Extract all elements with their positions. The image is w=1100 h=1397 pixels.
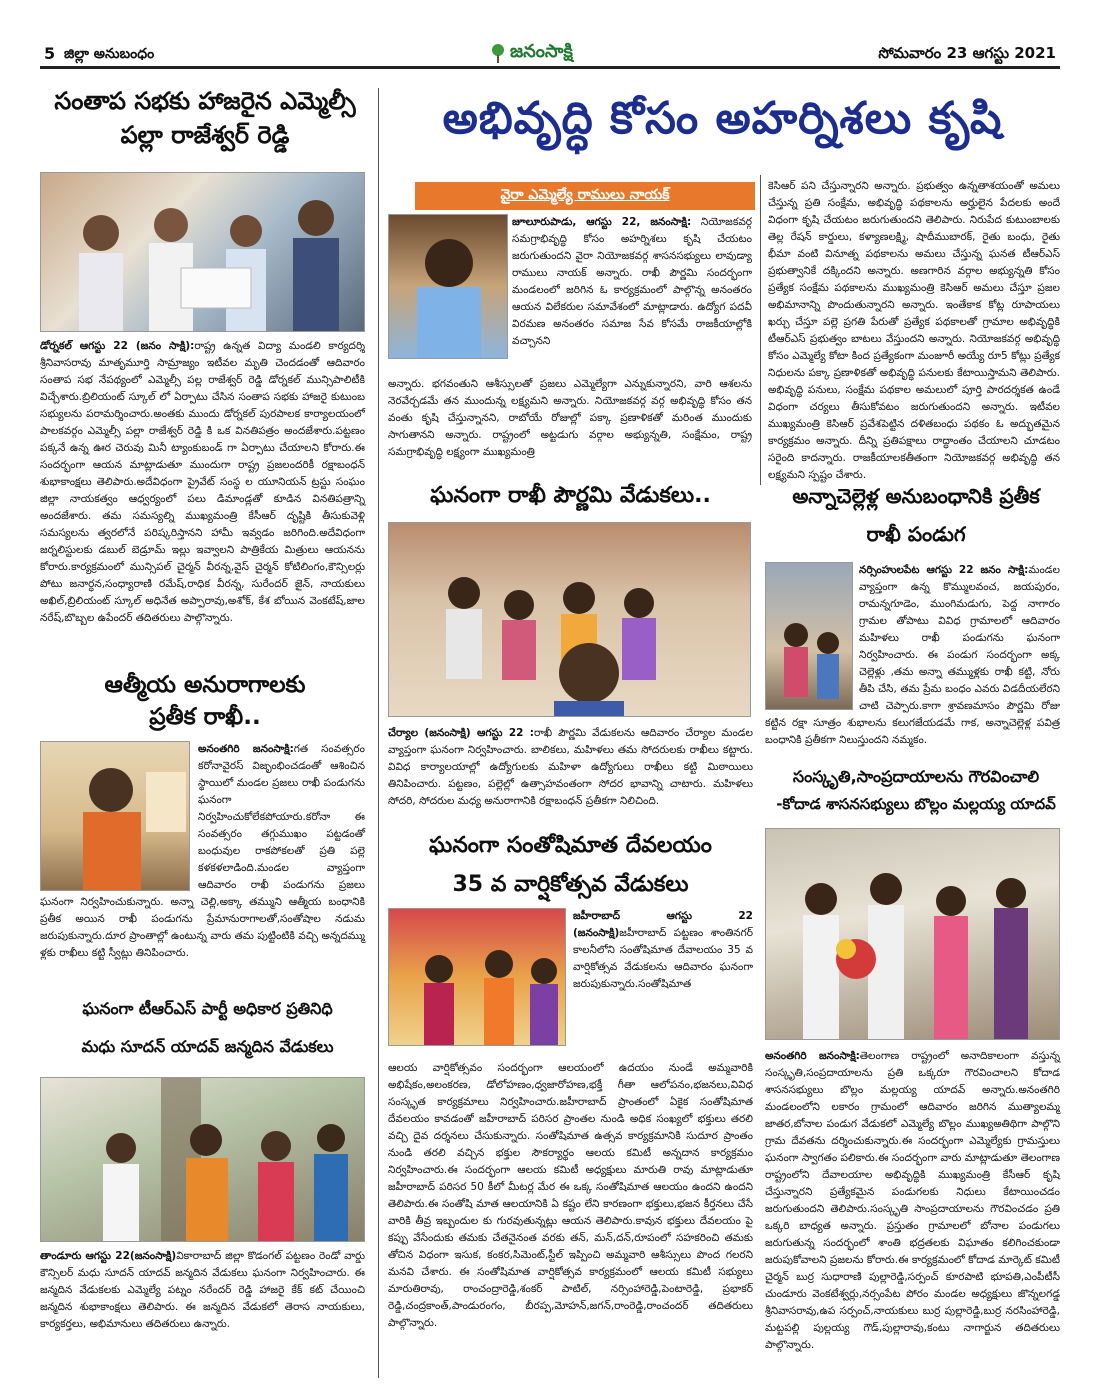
story-text: జహీరాబాద్ పట్టణం శాంతినగర్ కాలనీలోని సంతోషిమాత దేవాలయం 35 వ వార్షికోత్సవ వేడుకలను ఆదివారం ఘనంగా జరుపుకున్నారు.సంతోషిమాత [573, 927, 753, 990]
story-headline: సంతాప సభకు హాజరైన ఎమ్మెల్సీ [54, 87, 356, 115]
story-subheadline: రాఖీ పండుగ [866, 522, 966, 546]
main-headline: అభివృద్ధి కోసం అహర్నిశలు కృషి [442, 93, 1003, 144]
story-headline: ఘనంగా సంతోషిమాత దేవలయం [429, 833, 712, 858]
story-subheadline: ప్రతీక రాఖీ.. [149, 704, 261, 730]
story-dateline: అనంతగిరి జనంసాక్షి: [198, 743, 294, 755]
story-headline: ఘనంగా టీఆర్ఎస్ పార్టీ అధికార ప్రతినిధి [82, 999, 333, 1018]
paper-name: జనంసాక్షి [510, 40, 573, 62]
issue-date: సోమవారం 23 ఆగస్టు 2021 [878, 44, 1056, 62]
story-subheadline: 35 వ వార్షికోత్సవ వేడుకలు [452, 872, 689, 897]
story-body [40, 1248, 365, 1333]
story-body [765, 1048, 1060, 1354]
story-body [388, 725, 753, 810]
story-subheadline: పల్లా రాజేశ్వర్ రెడ్డి [120, 121, 290, 149]
story-body [40, 741, 365, 962]
section-name: జిల్లా అనుబంధం [64, 46, 155, 62]
story-text: గత సంవత్సరం కరోనావైరస్ విజృంభించడంతో ఆశించిన స్థాయిలో మండల ప్రజలు రాఖీ పండుగను ఘనంగా నిర్వహించుకోలేకపోయారు.కరోనా ఈ సంవత్సరం తగ్గుముఖం పట్టడంతో బంధువుల రాకపోకలతో ప్రతి పల్లె కళకళలాడింది.మండల వ్యాప్తంగా ఆదివారం రాఖీ పండుగను ప్రజలు ఘనంగా నిర్వహించుకున్నారు. అన్నా చెల్లి,అక్కా తమ్ముని ఆత్మీయ బంధానికి ప్రతీక అయిన రాఖీ పండుగను ప్రేమానురాగాలతో,సంతోషాల నడుమ జరుపుకున్నారు.దూర ప్రాంతాల్లో ఉంటున్న వారు తమ పుట్టింటికి వచ్చి అన్నదమ్ము ళ్లకు రాఖీలు కట్టి స్వీట్లు తినిపించారు. [40, 743, 365, 959]
story-dateline: డోర్నకల్ ఆగస్టు 22 (జనం సాక్షి): [40, 340, 195, 352]
story-text: వికారాబాద్ జిల్లా కొడంగల్ పట్టణం రెండో వార్డు కౌన్సిలర్ మధు సూదన్ యాదవ్ జన్మదిన వేడుకలు ఘనంగా నిర్వహించారు. ఈ జన్మదిన వేడుకలకు ఎమ్మెల్యే పట్నం నరేందర్ రెడ్డి హాజరై కేక్ కట్ చేయించి జన్మదిన శుభాకాంక్షలు తెలిపారు. ఈ జన్మదిన వేడుకలో తెరాస నాయకులు, కార్యకర్తలు, అభిమానులు తదితరులు ఉన్నారు. [40, 1250, 366, 1330]
story-text: మండల వ్యాప్తంగా ఉన్న కొమ్ములవంచ, జయపురం, రామన్నగూడెం, ముంగిమడుగు, పెద్ద నాగారం గ్రామల తోపాటు వివిధ గ్రామాలలో ఆదివారం మహిళలు రాఖీ పండుగను ఘనంగా నిర్వహించారు. ఈ పండుగ సందర్భంగా అక్క చెల్లెళ్లు ,తమ అన్నా తమ్ముళ్లకు రాఖీ కట్టి, నోరు తీపి చేసి, తమ ప్రేమ బంధం ఎవరు విడదీయలేరని చాటి చెప్పారు.కాగా శ్రావణమాసం పౌర్ణమి రోజు కట్టిన రక్షా సూత్రం శుభాలను కలుగజేయడమే గాక, అన్నాచెల్లెళ్ల పవిత్ర బంధానికి ప్రతీకగా నిలుస్తుందని నమ్మకం. [765, 564, 1060, 746]
story-dateline: నర్సింహులపేట ఆగస్టు 22 జనం సాక్షి: [859, 564, 1029, 576]
story-text: తెలంగాణ రాష్ట్రంలో అనాదికాలంగా వస్తున్న సంస్కృతి,సంప్రదాయాలను ప్రతి ఒక్కరూ గౌరవించాలని కోదాడ శాసనసభ్యులు బొల్లం మల్లయ్య యాదవ్ అన్నారు.అనంతగిరి మండలంలోని లకారం గ్రామంలో ఆదివారం జరిగిన ముత్యాలమ్మ జాతర,బోనాల పండుగ వేడుకలో ఎమ్మెల్యే బొల్లం ముఖ్యఅతిథిగా పాల్గొని గ్రామ దేవతను దర్శించుకున్నారు.ఈ సందర్భంగా ఎమ్మెల్యేకు గ్రామస్తులు ఘనంగా స్వాగతం పలికారు.ఈ సందర్భంగా వారు మాట్లాడుతూ తెలంగాణ రాష్ట్రంలోని దేవాలయాల అభివృద్ధికి ముఖ్యమంత్రి కేసీఆర్ కృషి చేస్తున్నారని ప్రత్యేకమైన పండుగలకు నిధులు కేటాయించడం జరుగుతుందని తెలిపారు.సంస్కృతి సాంప్రదాయాలను గౌరవించడం ప్రతి ఒక్కరి బాధ్యత అన్నారు. ప్రస్తుతం గ్రామాలలో బోనాల పండుగలు జరుగుతున్న సందర్భంలో శాంతి భద్రతలకు విఘాతం కలిగించకుండా జరుపుకోవాలని ప్రజలను కోరారు.ఈ కార్యక్రమంలో కోదాడ మార్కెట్ కమిటీ చైర్మన్ బుర్ర సుధారాణి పుల్లారెడ్డి,సర్పంచ్ కూరపాటి భూపతి,ఎంపీటీసీ చుండూరు వెంకటేశ్వర్లు,నర్సంపేట పోరం మండల అధ్యక్షులు జొన్నలగడ్డ శ్రీనివాసరావు,ఉప సర్పంచ్,నాయకులు బుర్ర పుల్లారెడ్డి,బుర్ర నరసింహారెడ్డి, మట్టపల్లి పుల్లయ్య గౌడ్,పుల్లారావు,కంటు నాగార్జున తదితరులు పాల్గొన్నారు. [765, 1050, 1060, 1351]
story-photo [388, 522, 751, 717]
story-subheadline: -కోదాడ శాసనసభ్యులు బొల్లం మల్లయ్య యాదవ్ [776, 795, 1056, 813]
story-photo [40, 1077, 365, 1242]
story-headline: అన్నాచెల్లెళ్ల అనుబంధానికి ప్రతీక [792, 484, 1040, 508]
main-body-c: కెసిఆర్ పని చేస్తున్నారని అన్నారు. ప్రభుత్వం ఉన్నతాశయంతో అమలు చేస్తున్న ప్రతి సంక్షేమ, అభివృద్ధి పథకాలను అర్హులైన పేదలకు అందే విధంగా కృషి చేయటం జరుగుతుందని తెలిపారు. నిరుపేద కుటుంబాలకు తెల్ల రేషన్ కార్డులు, కళ్యాణలక్ష్మి, షాదీముబారక్, రైతు బంధు, రైతు భీమా వంటి వినూత్న పథకాలను అమలు చేస్తున్న ఘనత టీఆర్ఎస్ ప్రభుత్వానికే దక్కిందని అన్నారు. అణగారిన వర్గాల అభ్యున్నతి కోసం ప్రత్యేక సంక్షేమ పథకాలను ముఖ్యమంత్రి కెసిఆర్ అమలు చేస్తూ ప్రజల అభిమానాన్ని పొందుతున్నారని అన్నారు. ఇంతేకాక కోట్ల రూపాయలు ఖర్చు చేస్తూ పల్లె ప్రగతి పేరుతో ప్రత్యేక పథకాలతో గ్రామాల అభివృద్ధికి టీఆర్ఎస్ ప్రభుత్వం బాటలు వేస్తుందని అన్నారు. నియోజకవర్గ అభివృద్ధి కోసం ఎమ్మెల్యే కోటా కింద ప్రత్యేకంగా మంజూరీ అయ్యే రూ5 కోట్లు ప్రత్యేక నిధులను పక్కా ప్రణాళికతో అభివృద్ధి పనులకు కేటాయిస్తామని తెలిపారు. అభివృద్ధి పనులు, సంక్షేమ పథకాల అమలులో పూర్తి పారదర్శకత ఉండే విధంగా చర్యలు తీసుకోవటం జరుగుతుందని అన్నారు. ఇటీవల ముఖ్యమంత్రి కెసిఆర్ ప్రవేశపెట్టిన దళితబంధు పథకం ఓ అద్భుతమైన కార్యక్రమం అన్నారు. దీన్ని ప్రతిపక్షాలు రాద్ధాంతం చేయాలని చూడటం సరైంది కాదన్నారు. రాజకీయాలకతీతంగా నియోజకవర్గ అభివృద్ధి తన లక్ష్యమని స్పష్టం చేశారు. [768, 180, 1060, 481]
story-photo [765, 828, 1060, 1040]
story-dateline: జహీరాబాద్ ఆగస్టు 22 (జనంసాక్షి) [573, 910, 753, 939]
tree-icon [490, 43, 506, 63]
story-headline: ఘనంగా రాఖీ పౌర్ణమి వేడుకలు.. [430, 483, 711, 508]
story-dateline: చేర్యాల (జనంసాక్షి) ఆగస్టు 22 : [388, 727, 534, 739]
story-photo [388, 908, 566, 1046]
story-headline: సంస్కృతి,సాంప్రదాయాలను గౌరవించాలి [792, 767, 1040, 786]
story-body-b: ఆలయ వార్షికోత్సవం సందర్భంగా ఆలయంలో ఉదయం నుండే అమ్మవారికి అభిషేకం,అలంకరణ, డోలోహణం,ధ్వజారోహణ,భక్తీ గీతా ఆలోపనం,భజనలు,వివిధ సంస్కృత కార్యక్రమాలు నిర్వహించారు.జహీరాబాద్ ప్రాంతంలో ఏకైక సంతోషిమాత దేవలయం కావడంతో జహీరాబాద్ పరిసర ప్రాంతల నుండి అధిక సంఖ్యలో భక్తులు తరలి వచ్చి దైవ దర్శనలు చేసుకున్నారు. సంతోషిమాత ఉత్సవ కార్యక్రమానికి సుదూర ప్రాంతం నుండి తరలి వచ్చిన భక్తుల సౌకర్యార్థం ఆలయ కమిటీ అన్నదాన కార్యక్రమం నిర్వహించారు.ఈ సందర్భంగా ఆలయ కమిటీ అధ్యక్షులు మారుతి రావు మాట్లాడుతూ జహీరాబాద్ పరిసర 50 కీలో మీటర్ల మేర ఈ ఒక్క సంతోషిమాత ఆలయం ఉందని ఉందని తెలిపారు.ఈ సంతోషి మాత ఆలయానికి ఏ కష్టం లేని కారణంగా భక్తులు,భజన కీర్తనలు చేసే వారికి తీవ్ర ఇబ్బందుల కు గురవుతున్నట్లు ఆయన తెలిపారు.కావున భక్తులు దేవలయం పై కప్పు వేసేందుకు తమకు చేతనైనంత వరకు తన్, మన్,దన్,రూపంలో సహకరించి తమకు తోచిన విధంగా ఇసుక, కంకర,సిమెంట్,స్టీల్ ఇప్పించి అమ్మవారి ఆశీస్సులు పొంద గలరని మనవి చేశారు. ఈ సంతోషిమాత వార్షికోత్సవ కార్యక్రమంలో ఆలయ కమిటీ సభ్యులు మారుతిరావు, రాంచంద్రారెడ్డి,శంకర్ పాటిల్, నర్సింహారెడ్డి,పెంటారెడ్డి, ప్రభాకర్ రెడ్డి,చంద్రకాంత్,పాండురంగం, బీరప్ప,మోహన్,జగన్,రాంరెడ్డి,రాంచందర్ తదితరులు పాల్గొన్నారు. [388, 1062, 753, 1329]
photo-spacer [40, 741, 198, 893]
main-body-b: అన్నారు. భగవంతుని ఆశీస్సులతో ప్రజలు ఎమ్మెల్యేగా ఎన్నుకున్నారని, వారి ఆశలను నెరవేర్చడమే తన ముందున్న లక్ష్యమని అన్నారు. నియోజకవర్గ వర్గ అభివృద్ధి కోసం తన వంతు కృషి చేస్తున్నానని, రాబోయే రోజుల్లో పక్కా ప్రణాళికతో మరింత ముందుకు సాగుతానని అన్నారు. రాష్ట్రంలో అట్టడుగు వర్గాల అభ్యున్నతి, సంక్షేమం, రాష్ట్ర సమగ్రాభివృద్ధి లక్ష్యంగా ముఖ్యమంత్రి [388, 378, 752, 458]
story-body [40, 338, 365, 627]
column-divider [378, 88, 379, 1378]
story-headline: ఆత్మీయ అనురాగాలకు [104, 672, 306, 698]
story-photo [40, 172, 365, 332]
main-body-a [512, 214, 752, 350]
page-number: 5 [44, 44, 56, 63]
story-subheadline: మధు సూదన్ యాదవ్ జన్మదిన వేడుకలు [81, 1037, 334, 1056]
story-body [765, 562, 1060, 749]
story-dateline: అనంతగిరి జనంసాక్షి: [765, 1050, 860, 1062]
main-dateline: జూలూరుపాడు, ఆగస్టు 22, జనంసాక్షి: [512, 216, 692, 228]
masthead-divider [40, 66, 1060, 69]
main-text: నియోజకవర్గ సమగ్రాభివృద్ధి కోసం అహర్నిశలు కృషి చేయటం జరుగుతుందని వైరా నియోజకవర్గ శాసనసభ్యులు లావుడ్యా రాములు నాయక్ అన్నారు. రాఖీ పౌర్ణమి సందర్భంగా మండలంలో జరిగిన ఓ కార్యక్రమంలో పాల్గొన్న అనంతరం ఆయన విలేకరుల సమావేశంలో మాట్లాడారు. ఉద్యోగ పదవీ విరమణ అనంతరం సమాజ సేవ కోసమే రాజకీయాల్లోకి వచ్చానని [512, 216, 753, 347]
main-photo [388, 214, 508, 359]
story-dateline: తాండూరు ఆగస్టు 22(జనంసాక్షి) [40, 1250, 177, 1262]
story-body-a [573, 908, 753, 993]
column-divider [760, 175, 761, 485]
masthead-logo [490, 40, 573, 66]
story-text: రాష్ట్ర ఉన్నత విద్యా మండలి కార్యదర్శి శ్రీనివాసరావు మాతృమూర్తి సామ్రాజ్యం ఇటీవల మృతి చెందడంతో ఆదివారం సంతాప సభ నేపథ్యంలో ఎమ్మెల్సీ పల్ల రాజేశ్వర్ రెడ్డి డోర్నకల్ మున్సిపాలిటీకి విచ్చేశారు.బ్రిలియంట్ స్కూల్ లో ఏర్పాటు చేసిన సంతాప సభకు హాజరై కుటుంబ సభ్యులను పరామర్శించారు.అంతకు ముందు డోర్నకల్ పురపాలక కార్యాలయంలో పాలకవర్గం ఎమ్మెల్సీ పల్లా రాజేశ్వర్ రెడ్డి కి ఒక వినతిపత్రం అందజేశారు.పట్టణం పక్కనే ఉన్న ఊర చెరువు మినీ ట్యాంకుబండ్ గా ఏర్పాటు చేయాలని కోరారు.ఈ సందర్భంగా ఆయన మాట్లాడుతూ ముందుగా రాష్ట్ర ప్రజలందరికీ రక్షాబంధన్ శుభాకాంక్షలు తెలిపారు.అదేవిధంగా ప్రైవేట్ సంస్థ ల యూనియన్ ట్రస్టు సంఘం జిల్లా నాయకత్వం ఆధ్వర్యంలో పలు డిమాండ్లతో కూడిన వినతిపత్రాన్ని అందజేశారు. తమ సమస్యల్ని ముఖ్యమంత్రి కేసీఆర్ దృష్టికి తీసుకువెళ్లి సమస్యలను త్వరలోనే పరిష్కరిస్తానని హామీ ఇవ్వడం జరిగింది.అదేవిధంగా జర్నలిస్టులకు డబుల్ బెడ్రూమ్ ఇల్లు ఇవ్వాలని పాత్రికేయ మిత్రులు ఆయనను కోరారు.కార్యక్రమంలో మున్సిపల్ చైర్మన్ వీరన్న,వైస్ చైర్మన్ కోటిలింగం,కౌన్సిలర్లు పోటు జనార్ధన,సంధ్యారాణి రమేష్,రాధిక వీరన్న, సురేందర్ జైన్, నాయకులు అఖిల్,బ్రిలియంట్ స్కూల్ అధినేత అప్పారావు,అశోక్, కేశ బోయిన వెంకటేష్,జాల నరేష్,బొబ్బల ఉపేందర్ తదితరులు పాల్గొన్నారు. [40, 340, 365, 624]
story-text: రాఖీ పౌర్ణమి వేడుకలను ఆదివారం చేర్యాల మండల వ్యాప్తంగా ఘనంగా నిర్వహించారు. బాలికలు, మహిళలు తమ సోదరులకు రాఖీలు కట్టారు. వివిధ కార్యాలయాల్లో ఉద్యోగులకు మహిళా ఉద్యోగులు రాఖీలు కట్టి మిఠాయిలు తినిపించారు. పట్టణం, పల్లెల్లో ఉత్సాహవంతంగా సోదర భావాన్ని చాటారు. మహిళలు సోదరి, సోదరుల మధ్య అనురాగానికి రక్షాబంధన్ ప్రతీకగా నిలిచింది. [388, 727, 753, 807]
main-byline: వైరా ఎమ్మెల్యే రాములు నాయక్ [415, 182, 755, 210]
photo-spacer [765, 562, 859, 712]
